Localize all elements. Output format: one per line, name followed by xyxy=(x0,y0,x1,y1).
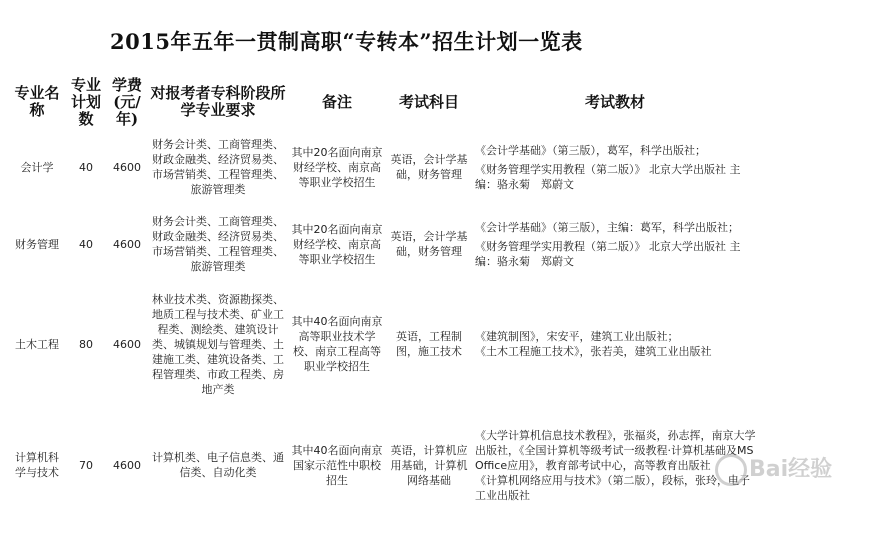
cell-fee: 4600 xyxy=(113,237,141,251)
table-row xyxy=(8,406,758,524)
enrollment-table xyxy=(8,76,758,524)
cell-plan: 40 xyxy=(79,160,93,174)
cell-note: 其中20名面向南京财经学校、南京高等职业学校招生 xyxy=(291,145,383,189)
table-row xyxy=(8,282,758,406)
book-entry: 《会计学基础》（第三版），主编：葛军，科学出版社； xyxy=(475,220,739,234)
header-plan: 专业计划数 xyxy=(70,75,101,128)
cell-major: 财务管理 xyxy=(15,237,59,251)
cell-requirement: 林业技术类、资源勘探类、地质工程与技术类、矿业工程类、测绘类、建筑设计类、城镇规划与管理类、土建施工类、建筑设备类、工程管理类、市政工程类、房地产类 xyxy=(152,292,284,396)
cell-books xyxy=(472,128,758,206)
cell-requirement: 计算机类、电子信息类、通信类、自动化类 xyxy=(152,451,284,479)
cell-note: 其中40名面向南京国家示范性中职校招生 xyxy=(291,443,383,487)
book-entry: 《会计学基础》（第三版），葛军，科学出版社； xyxy=(475,143,706,157)
cell-subjects: 英语，计算机应用基础，计算机网络基础 xyxy=(390,443,468,487)
book-entry: 《计算机网络应用与技术》（第二版），段标，张玲，电子工业出版社 xyxy=(475,473,750,502)
header-note: 备注 xyxy=(321,92,352,111)
book-entry: 《财务管理学实用教程（第二版）》 北京大学出版社 主编：骆永菊 郑蔚文 xyxy=(475,239,741,268)
cell-subjects: 英语，会计学基础，财务管理 xyxy=(390,230,468,258)
cell-requirement: 财务会计类、工商管理类、财政金融类、经济贸易类、市场营销类、工程管理类、旅游管理类 xyxy=(152,138,284,196)
cell-fee: 4600 xyxy=(113,160,141,174)
book-entry: 《财务管理学实用教程（第二版）》 北京大学出版社 主编：骆永菊 郑蔚文 xyxy=(475,162,741,191)
book-entry: 《建筑制图》，宋安平，建筑工业出版社； xyxy=(475,330,679,343)
header-requirement: 对报考者专科阶段所学专业要求 xyxy=(150,84,286,119)
cell-fee: 4600 xyxy=(113,337,141,351)
page-title: 2015年五年一贯制高职“专转本”招生计划一览表 xyxy=(110,29,583,54)
cell-note: 其中40名面向南京高等职业技术学校、南京工程高等职业学校招生 xyxy=(291,315,383,373)
cell-major: 土木工程 xyxy=(15,337,59,351)
cell-books xyxy=(472,406,758,524)
cell-books xyxy=(472,206,758,282)
cell-major: 会计学 xyxy=(20,160,54,174)
book-entry: 《大学计算机信息技术教程》，张福炎，孙志挥，南京大学出版社，《全国计算机等级考试一级教程·计算机基础及MS Office应用》，教育部考试中心，高等教育出版社 xyxy=(475,428,756,472)
table-header-row xyxy=(8,76,758,128)
cell-plan: 70 xyxy=(79,458,93,472)
cell-plan: 80 xyxy=(79,337,93,351)
cell-plan: 40 xyxy=(79,237,93,251)
cell-books xyxy=(472,282,758,406)
header-books: 考试教材 xyxy=(584,92,645,111)
book-entry: 《土木工程施工技术》，张若美，建筑工业出版社 xyxy=(475,345,712,358)
header-major: 专业名称 xyxy=(14,84,60,119)
cell-subjects: 英语，会计学基础，财务管理 xyxy=(390,153,468,181)
header-subjects: 考试科目 xyxy=(398,92,459,111)
cell-fee: 4600 xyxy=(113,458,141,472)
header-fee: 学费(元/年) xyxy=(111,75,142,128)
cell-subjects: 英语，工程制图，施工技术 xyxy=(396,330,462,358)
watermark-text: Bai经验 xyxy=(749,457,833,482)
cell-requirement: 财务会计类、工商管理类、财政金融类、经济贸易类、市场营销类、工程管理类、旅游管理类 xyxy=(152,215,284,273)
table-row xyxy=(8,128,758,206)
cell-major: 计算机科学与技术 xyxy=(15,451,59,479)
table-row xyxy=(8,206,758,282)
cell-note: 其中20名面向南京财经学校、南京高等职业学校招生 xyxy=(291,222,383,266)
